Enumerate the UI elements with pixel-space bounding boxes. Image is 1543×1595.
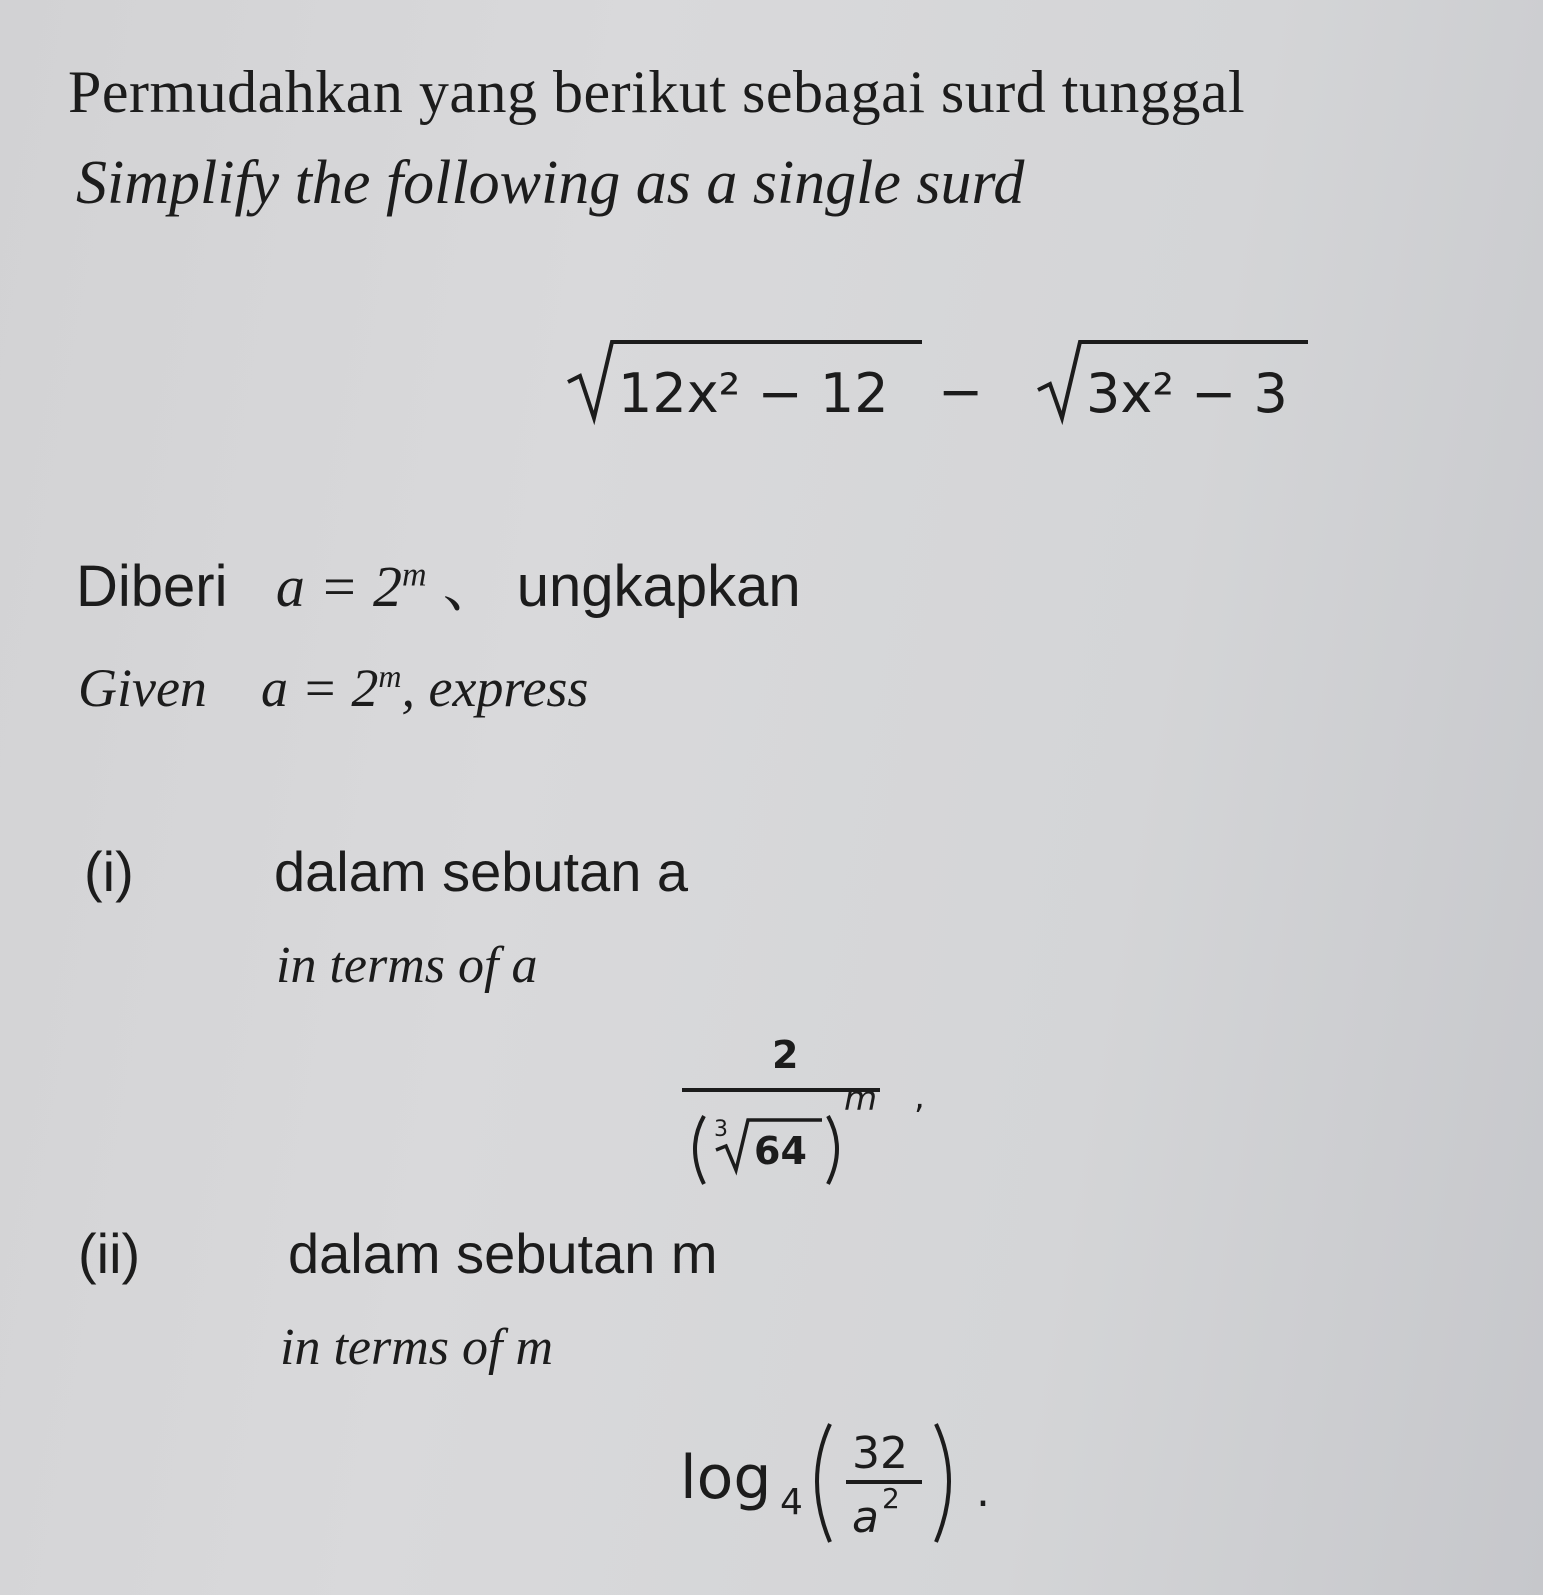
part-i-root-index: 3 bbox=[714, 1117, 728, 1142]
surd-expression bbox=[560, 330, 1340, 430]
part-ii-function: log bbox=[680, 1443, 772, 1513]
part-i-radicand: 64 bbox=[754, 1129, 807, 1173]
part-i-numerator: 2 bbox=[772, 1033, 799, 1077]
given-english-suffix: , express bbox=[401, 658, 589, 718]
part-ii-base: 4 bbox=[780, 1482, 803, 1523]
given-malay-suffix: 、 ungkapkan bbox=[442, 554, 801, 619]
given-malay-exponent: m bbox=[401, 556, 427, 594]
minus-operator: − bbox=[938, 360, 984, 423]
given-malay-prefix: Diberi bbox=[76, 554, 228, 619]
part-ii-denominator: a bbox=[852, 1492, 879, 1543]
part-i-expression bbox=[680, 1020, 960, 1210]
part-ii-numerator: 32 bbox=[852, 1428, 908, 1479]
radicand-2: 3x² − 3 bbox=[1086, 362, 1288, 425]
radicand-1: 12x² − 12 bbox=[618, 362, 889, 425]
part-ii-expression bbox=[680, 1410, 1020, 1560]
part-ii-label-english: in terms of m bbox=[280, 1319, 553, 1376]
given-english-prefix: Given bbox=[78, 658, 207, 718]
part-i-exponent: m bbox=[844, 1079, 878, 1119]
right-paren-i bbox=[828, 1116, 837, 1184]
left-paren-i bbox=[695, 1116, 704, 1184]
given-malay-equation: a = 2 bbox=[275, 554, 402, 619]
right-paren-ii bbox=[936, 1424, 949, 1542]
given-english bbox=[78, 658, 589, 718]
part-i-label-malay: dalam sebutan a bbox=[274, 840, 689, 903]
left-paren-ii bbox=[817, 1424, 830, 1542]
part-i-trailing: , bbox=[914, 1077, 925, 1117]
given-english-equation: a = 2 bbox=[260, 658, 379, 718]
part-i-label-english: in terms of a bbox=[276, 937, 538, 994]
part-ii-number: (ii) bbox=[78, 1222, 141, 1285]
instruction-malay: Permudahkan yang berikut sebagai surd tunggal bbox=[68, 59, 1246, 125]
given-malay bbox=[76, 554, 801, 619]
given-english-exponent: m bbox=[378, 658, 402, 694]
instruction-english: Simplify the following as a single surd bbox=[76, 149, 1025, 217]
part-ii-denominator-exponent: 2 bbox=[882, 1482, 900, 1515]
part-i-number: (i) bbox=[84, 840, 134, 903]
part-ii-trailing: . bbox=[976, 1466, 990, 1517]
part-ii-label-malay: dalam sebutan m bbox=[288, 1222, 718, 1285]
